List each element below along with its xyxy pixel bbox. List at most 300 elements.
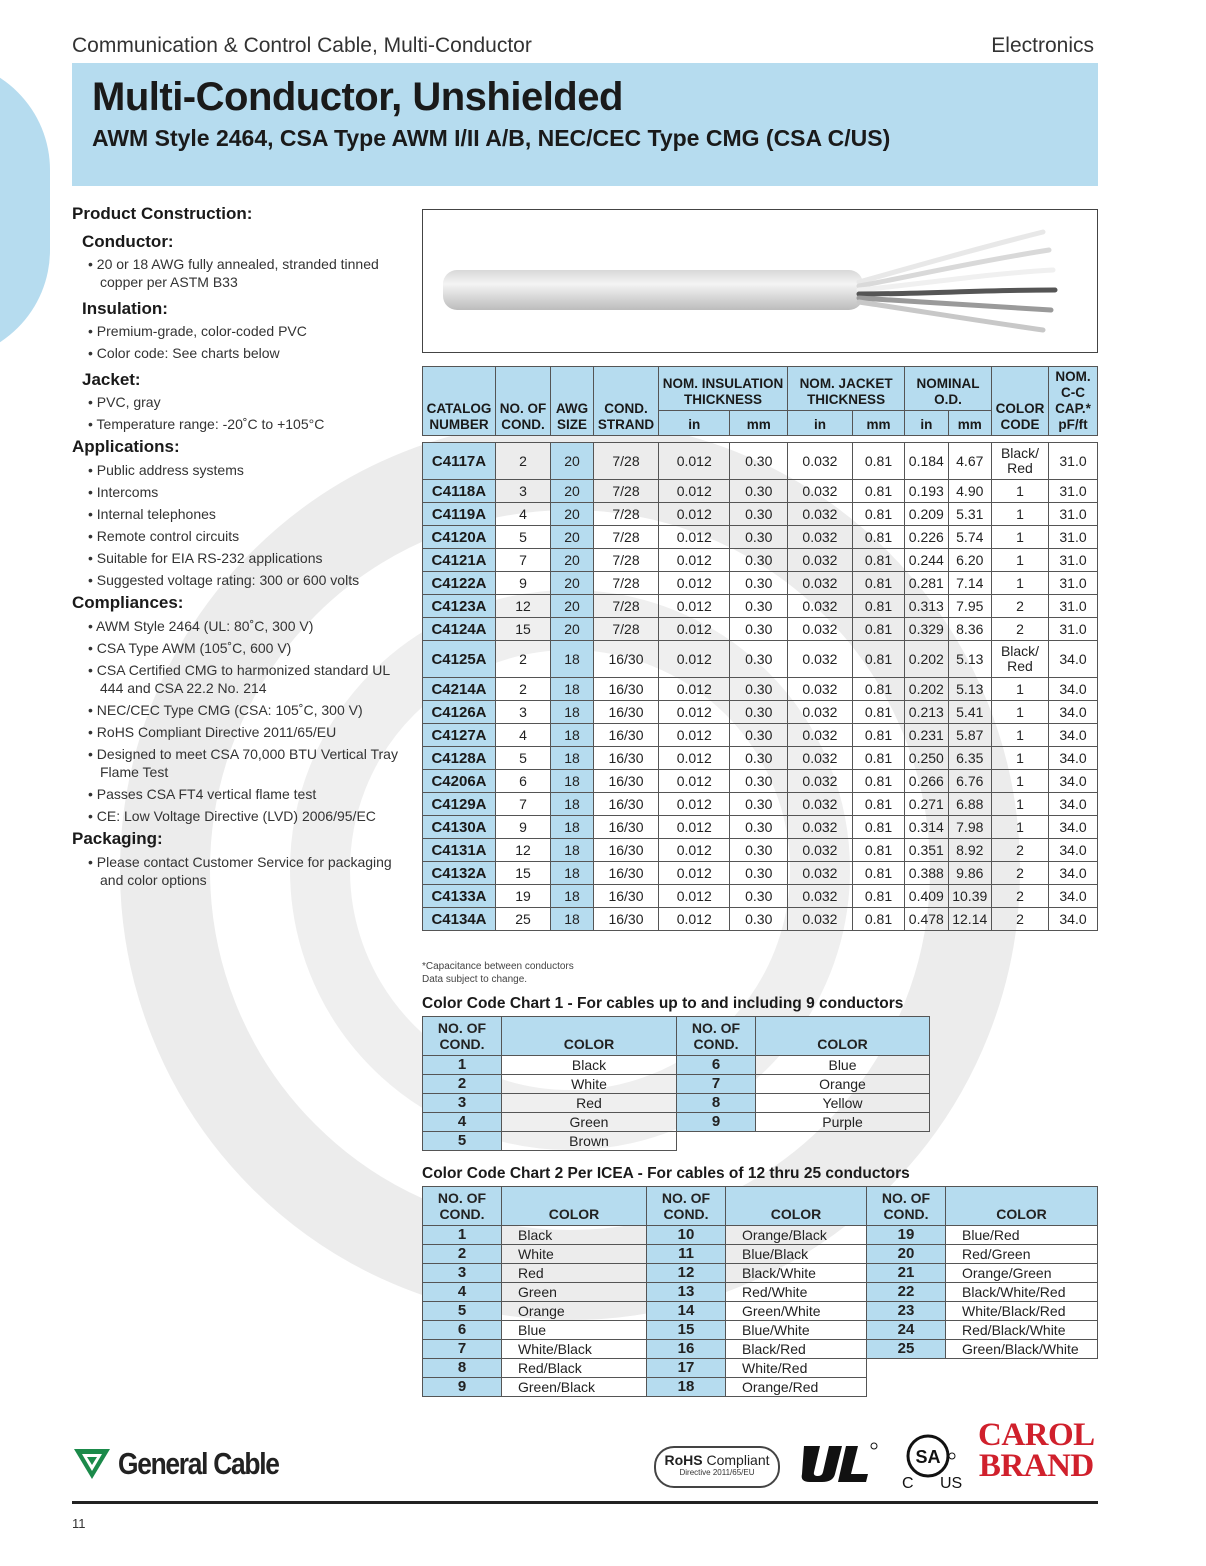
th-catalog: CATALOG NUMBER xyxy=(423,367,496,436)
list-item: • Premium-grade, color-coded PVC xyxy=(88,322,412,340)
color-chart-2 xyxy=(422,1186,1098,1397)
cell-color: 1 xyxy=(992,770,1049,793)
spacer-cell xyxy=(788,436,853,443)
cell-awg: 20 xyxy=(551,443,594,480)
table-row xyxy=(423,885,1098,908)
cell-od-in: 0.209 xyxy=(905,503,948,526)
table-row xyxy=(423,770,1098,793)
color-name: Orange/Green xyxy=(946,1264,1098,1283)
cell-jk-in: 0.032 xyxy=(788,908,853,931)
cell-ins-mm: 0.30 xyxy=(730,724,788,747)
carol-brand-logo xyxy=(978,1417,1095,1484)
cond-number: 24 xyxy=(867,1321,946,1340)
cell-jk-in: 0.032 xyxy=(788,618,853,641)
cell-ins-in: 0.012 xyxy=(659,793,730,816)
list-item: • CE: Low Voltage Directive (LVD) 2006/95/EC xyxy=(88,807,412,825)
color-name: Blue xyxy=(756,1056,930,1075)
footer-rule xyxy=(72,1501,1098,1504)
color-name xyxy=(946,1359,1098,1378)
table-row xyxy=(423,618,1098,641)
cell-ins-mm: 0.30 xyxy=(730,443,788,480)
cell-od-in: 0.313 xyxy=(905,595,948,618)
color-name: White/Black/Red xyxy=(946,1302,1098,1321)
cell-ins-in: 0.012 xyxy=(659,572,730,595)
cond-number xyxy=(867,1359,946,1378)
color-name: Blue/Red xyxy=(946,1226,1098,1245)
color-name: Orange xyxy=(502,1302,647,1321)
color-name: Orange/Black xyxy=(726,1226,867,1245)
brand-name: General Cable xyxy=(118,1446,279,1481)
cell-ins-mm: 0.30 xyxy=(730,526,788,549)
cond-number: 25 xyxy=(867,1340,946,1359)
cond-number: 6 xyxy=(677,1056,756,1075)
general-cable-chevron-icon xyxy=(72,1447,112,1481)
table-row xyxy=(423,526,1098,549)
packaging-list xyxy=(72,853,412,889)
cell-od-mm: 8.92 xyxy=(948,839,991,862)
th-jk-in: in xyxy=(788,411,853,436)
cell-color: 2 xyxy=(992,908,1049,931)
cell-ins-mm: 0.30 xyxy=(730,480,788,503)
cell-awg: 18 xyxy=(551,839,594,862)
list-item: • Temperature range: -20˚C to +105°C xyxy=(88,415,412,433)
cell-cap: 34.0 xyxy=(1049,908,1098,931)
cell-jk-in: 0.032 xyxy=(788,839,853,862)
cell-jk-in: 0.032 xyxy=(788,595,853,618)
cell-strand: 16/30 xyxy=(594,839,659,862)
color-name: White/Black xyxy=(502,1340,647,1359)
title-banner xyxy=(72,63,1098,186)
cell-ins-mm: 0.30 xyxy=(730,618,788,641)
cell-od-in: 0.351 xyxy=(905,839,948,862)
chart1-title: Color Code Chart 1 - For cables up to and including 9 conductors xyxy=(422,995,904,1012)
cell-color: Black/ Red xyxy=(992,443,1049,480)
cell-od-mm: 6.35 xyxy=(948,747,991,770)
cell-color: 1 xyxy=(992,526,1049,549)
table-row xyxy=(423,678,1098,701)
cell-jk-in: 0.032 xyxy=(788,443,853,480)
cell-jk-in: 0.032 xyxy=(788,678,853,701)
cell-color: 1 xyxy=(992,747,1049,770)
section-label: Electronics xyxy=(991,34,1094,57)
cell-cond: 9 xyxy=(496,572,551,595)
cell-cond: 5 xyxy=(496,526,551,549)
cond-number xyxy=(677,1132,756,1151)
cell-cat: C4117A xyxy=(423,443,496,480)
cell-awg: 18 xyxy=(551,862,594,885)
chart2-title: Color Code Chart 2 Per ICEA - For cables of 12 thru 25 conductors xyxy=(422,1165,910,1182)
table-row xyxy=(423,1359,1098,1378)
rohs-label: RoHS xyxy=(664,1452,703,1468)
c1-h-color-b: COLOR xyxy=(756,1017,930,1056)
spacer-cell xyxy=(948,436,991,443)
list-item: • Please contact Customer Service for packaging and color options xyxy=(88,853,412,889)
general-cable-logo xyxy=(72,1446,307,1482)
cell-od-in: 0.250 xyxy=(905,747,948,770)
cell-strand: 7/28 xyxy=(594,480,659,503)
spacer-cell xyxy=(852,436,904,443)
color-name: Brown xyxy=(502,1132,677,1151)
chart1-rows xyxy=(423,1056,930,1151)
applications-list xyxy=(72,461,412,589)
cell-cond: 6 xyxy=(496,770,551,793)
cell-cond: 9 xyxy=(496,816,551,839)
rohs-compliant: Compliant xyxy=(706,1452,770,1468)
cell-jk-in: 0.032 xyxy=(788,885,853,908)
cell-cat: C4130A xyxy=(423,816,496,839)
color-chart-1 xyxy=(422,1016,930,1151)
cell-ins-in: 0.012 xyxy=(659,678,730,701)
cell-od-mm: 7.95 xyxy=(948,595,991,618)
cell-ins-in: 0.012 xyxy=(659,618,730,641)
cell-jk-mm: 0.81 xyxy=(852,747,904,770)
th-od-in: in xyxy=(905,411,948,436)
table-row xyxy=(423,572,1098,595)
th-od: NOMINAL O.D. xyxy=(905,367,992,411)
list-item: • NEC/CEC Type CMG (CSA: 105˚C, 300 V) xyxy=(88,701,412,719)
cell-jk-mm: 0.81 xyxy=(852,618,904,641)
cell-cond: 2 xyxy=(496,443,551,480)
color-name: Green/White xyxy=(726,1302,867,1321)
cell-cap: 31.0 xyxy=(1049,526,1098,549)
cell-cap: 34.0 xyxy=(1049,885,1098,908)
spec-rows xyxy=(423,436,1098,931)
cell-ins-mm: 0.30 xyxy=(730,885,788,908)
list-item: • Designed to meet CSA 70,000 BTU Vertical Tray Flame Test xyxy=(88,745,412,781)
cell-strand: 16/30 xyxy=(594,816,659,839)
th-cap: NOM. C-C CAP.* pF/ft xyxy=(1049,367,1098,436)
color-name: Red/White xyxy=(726,1283,867,1302)
cell-ins-mm: 0.30 xyxy=(730,549,788,572)
cell-cap: 34.0 xyxy=(1049,724,1098,747)
cell-color: 1 xyxy=(992,503,1049,526)
insulation-list xyxy=(72,322,412,362)
brand-text: BRAND xyxy=(978,1448,1094,1484)
cell-od-in: 0.202 xyxy=(905,641,948,678)
csa-certified-icon xyxy=(896,1432,976,1496)
cell-cap: 34.0 xyxy=(1049,839,1098,862)
c1-h-cond-b: NO. OF COND. xyxy=(677,1017,756,1056)
cell-color: 2 xyxy=(992,885,1049,908)
table-spacer xyxy=(423,436,1098,443)
cell-color: 1 xyxy=(992,572,1049,595)
color-name xyxy=(756,1132,930,1151)
cell-cond: 5 xyxy=(496,747,551,770)
cell-ins-mm: 0.30 xyxy=(730,641,788,678)
table-row xyxy=(423,443,1098,480)
cell-cap: 31.0 xyxy=(1049,443,1098,480)
cell-ins-mm: 0.30 xyxy=(730,701,788,724)
table-row xyxy=(423,1132,930,1151)
cell-cond: 7 xyxy=(496,793,551,816)
cell-cond: 12 xyxy=(496,595,551,618)
cell-awg: 20 xyxy=(551,480,594,503)
cell-awg: 18 xyxy=(551,641,594,678)
cell-od-in: 0.213 xyxy=(905,701,948,724)
th-jk-mm: mm xyxy=(852,411,904,436)
list-item: • Intercoms xyxy=(88,483,412,501)
cell-ins-in: 0.012 xyxy=(659,480,730,503)
cell-jk-in: 0.032 xyxy=(788,816,853,839)
list-item: • Internal telephones xyxy=(88,505,412,523)
cell-cap: 34.0 xyxy=(1049,816,1098,839)
chart2-rows xyxy=(423,1226,1098,1397)
cell-color: 1 xyxy=(992,549,1049,572)
cell-jk-mm: 0.81 xyxy=(852,641,904,678)
cell-jk-mm: 0.81 xyxy=(852,549,904,572)
table-row xyxy=(423,1056,930,1075)
cell-strand: 16/30 xyxy=(594,747,659,770)
cell-awg: 18 xyxy=(551,908,594,931)
cell-od-mm: 4.67 xyxy=(948,443,991,480)
cond-number: 10 xyxy=(647,1226,726,1245)
cell-awg: 18 xyxy=(551,816,594,839)
cell-jk-mm: 0.81 xyxy=(852,908,904,931)
cell-strand: 16/30 xyxy=(594,770,659,793)
table-row xyxy=(423,1264,1098,1283)
table-row xyxy=(423,1094,930,1113)
cable-photo xyxy=(422,209,1098,353)
cell-cap: 31.0 xyxy=(1049,572,1098,595)
color-name: Black xyxy=(502,1226,647,1245)
cell-cap: 34.0 xyxy=(1049,641,1098,678)
cond-number: 7 xyxy=(677,1075,756,1094)
color-name: Green/Black xyxy=(502,1378,647,1397)
cell-od-in: 0.388 xyxy=(905,862,948,885)
cell-ins-in: 0.012 xyxy=(659,747,730,770)
cell-awg: 18 xyxy=(551,885,594,908)
cell-awg: 18 xyxy=(551,724,594,747)
cell-od-in: 0.329 xyxy=(905,618,948,641)
cond-number: 4 xyxy=(423,1283,502,1302)
cell-strand: 16/30 xyxy=(594,678,659,701)
list-item: • PVC, gray xyxy=(88,393,412,411)
csa-c-text: C xyxy=(902,1475,914,1492)
cell-cat: C4126A xyxy=(423,701,496,724)
cond-number: 3 xyxy=(423,1094,502,1113)
cell-jk-in: 0.032 xyxy=(788,549,853,572)
table-row xyxy=(423,549,1098,572)
rohs-directive: Directive 2011/65/EU xyxy=(679,1468,755,1477)
spec-table xyxy=(422,366,1098,931)
cell-cond: 12 xyxy=(496,839,551,862)
cell-cat: C4134A xyxy=(423,908,496,931)
cell-ins-mm: 0.30 xyxy=(730,816,788,839)
cell-awg: 18 xyxy=(551,678,594,701)
color-name: Orange xyxy=(756,1075,930,1094)
cell-cap: 34.0 xyxy=(1049,701,1098,724)
cell-ins-in: 0.012 xyxy=(659,526,730,549)
cond-number: 20 xyxy=(867,1245,946,1264)
cell-awg: 20 xyxy=(551,503,594,526)
cell-color: 2 xyxy=(992,595,1049,618)
cell-ins-in: 0.012 xyxy=(659,724,730,747)
cell-jk-in: 0.032 xyxy=(788,770,853,793)
cell-od-mm: 5.87 xyxy=(948,724,991,747)
cell-color: 1 xyxy=(992,793,1049,816)
cond-number: 13 xyxy=(647,1283,726,1302)
cell-awg: 18 xyxy=(551,747,594,770)
product-info xyxy=(72,204,412,893)
cell-color: Black/ Red xyxy=(992,641,1049,678)
cell-color: 1 xyxy=(992,816,1049,839)
color-name: White/Red xyxy=(726,1359,867,1378)
cell-cat: C4118A xyxy=(423,480,496,503)
cell-cap: 34.0 xyxy=(1049,747,1098,770)
cell-cond: 2 xyxy=(496,678,551,701)
cell-awg: 20 xyxy=(551,572,594,595)
table-note xyxy=(422,960,574,986)
color-name: Yellow xyxy=(756,1094,930,1113)
table-row xyxy=(423,1340,1098,1359)
list-item: • Suggested voltage rating: 300 or 600 volts xyxy=(88,571,412,589)
cond-number: 12 xyxy=(647,1264,726,1283)
cell-color: 2 xyxy=(992,839,1049,862)
cell-od-mm: 6.88 xyxy=(948,793,991,816)
category-label: Communication & Control Cable, Multi-Conductor xyxy=(72,34,532,57)
cell-cap: 31.0 xyxy=(1049,480,1098,503)
cond-number: 15 xyxy=(647,1321,726,1340)
spacer-cell xyxy=(1049,436,1098,443)
cell-od-in: 0.314 xyxy=(905,816,948,839)
color-name: Red/Black/White xyxy=(946,1321,1098,1340)
conductor-heading: Conductor: xyxy=(82,232,174,251)
cell-cap: 31.0 xyxy=(1049,503,1098,526)
cell-strand: 7/28 xyxy=(594,618,659,641)
cond-number: 9 xyxy=(677,1113,756,1132)
cable-illustration xyxy=(423,210,1097,352)
color-name: Black/White/Red xyxy=(946,1283,1098,1302)
cell-jk-in: 0.032 xyxy=(788,724,853,747)
cell-jk-mm: 0.81 xyxy=(852,816,904,839)
cell-color: 1 xyxy=(992,701,1049,724)
cell-jk-in: 0.032 xyxy=(788,747,853,770)
cell-strand: 16/30 xyxy=(594,862,659,885)
cell-jk-mm: 0.81 xyxy=(852,678,904,701)
cell-jk-mm: 0.81 xyxy=(852,724,904,747)
cell-od-mm: 5.13 xyxy=(948,678,991,701)
cond-number: 7 xyxy=(423,1340,502,1359)
table-row xyxy=(423,839,1098,862)
cell-ins-mm: 0.30 xyxy=(730,793,788,816)
table-row xyxy=(423,1113,930,1132)
cond-number: 1 xyxy=(423,1056,502,1075)
cond-number: 9 xyxy=(423,1378,502,1397)
cell-cond: 4 xyxy=(496,724,551,747)
cell-ins-in: 0.012 xyxy=(659,701,730,724)
cell-jk-in: 0.032 xyxy=(788,572,853,595)
cell-strand: 7/28 xyxy=(594,526,659,549)
cell-cond: 15 xyxy=(496,862,551,885)
cell-cat: C4131A xyxy=(423,839,496,862)
spacer-cell xyxy=(496,436,551,443)
cell-cap: 31.0 xyxy=(1049,595,1098,618)
page-subtitle: AWM Style 2464, CSA Type AWM I/II A/B, NEC/CEC Type CMG (CSA C/US) xyxy=(92,125,891,151)
list-item: • Passes CSA FT4 vertical flame test xyxy=(88,785,412,803)
cell-ins-in: 0.012 xyxy=(659,549,730,572)
cell-jk-mm: 0.81 xyxy=(852,770,904,793)
cell-cap: 34.0 xyxy=(1049,770,1098,793)
table-row xyxy=(423,480,1098,503)
list-item: • CSA Certified CMG to harmonized standard UL 444 and CSA 22.2 No. 214 xyxy=(88,661,412,697)
c2-h-color-a: COLOR xyxy=(502,1187,647,1226)
cond-number: 6 xyxy=(423,1321,502,1340)
color-name: Blue xyxy=(502,1321,647,1340)
table-row xyxy=(423,724,1098,747)
cond-number: 5 xyxy=(423,1132,502,1151)
color-name: Red/Black xyxy=(502,1359,647,1378)
cell-cat: C4122A xyxy=(423,572,496,595)
cell-cond: 2 xyxy=(496,641,551,678)
cell-ins-in: 0.012 xyxy=(659,908,730,931)
color-name: Blue/Black xyxy=(726,1245,867,1264)
spacer-cell xyxy=(905,436,948,443)
cell-ins-mm: 0.30 xyxy=(730,572,788,595)
cell-od-mm: 9.86 xyxy=(948,862,991,885)
cell-cat: C4124A xyxy=(423,618,496,641)
cell-strand: 16/30 xyxy=(594,701,659,724)
cell-cap: 34.0 xyxy=(1049,793,1098,816)
carol-text: CAROL xyxy=(978,1417,1095,1453)
cell-od-in: 0.409 xyxy=(905,885,948,908)
cell-jk-in: 0.032 xyxy=(788,701,853,724)
cell-cat: C4128A xyxy=(423,747,496,770)
color-name: Red/Green xyxy=(946,1245,1098,1264)
cell-cat: C4125A xyxy=(423,641,496,678)
cell-strand: 16/30 xyxy=(594,793,659,816)
table-row xyxy=(423,862,1098,885)
cell-awg: 18 xyxy=(551,793,594,816)
cell-ins-in: 0.012 xyxy=(659,816,730,839)
cell-jk-in: 0.032 xyxy=(788,793,853,816)
th-jacket: NOM. JACKET THICKNESS xyxy=(788,367,905,411)
c2-h-color-c: COLOR xyxy=(946,1187,1098,1226)
cell-jk-mm: 0.81 xyxy=(852,526,904,549)
cell-strand: 16/30 xyxy=(594,908,659,931)
cell-color: 2 xyxy=(992,862,1049,885)
cond-number xyxy=(867,1378,946,1397)
cell-awg: 20 xyxy=(551,526,594,549)
cell-strand: 7/28 xyxy=(594,503,659,526)
list-item: • 20 or 18 AWG fully annealed, stranded tinned copper per ASTM B33 xyxy=(88,255,412,291)
table-row xyxy=(423,1283,1098,1302)
th-strand: COND. STRAND xyxy=(594,367,659,436)
list-item: • Color code: See charts below xyxy=(88,344,412,362)
color-name: Black xyxy=(502,1056,677,1075)
cell-cat: C4123A xyxy=(423,595,496,618)
cond-number: 2 xyxy=(423,1245,502,1264)
cell-od-in: 0.266 xyxy=(905,770,948,793)
spacer-cell xyxy=(423,436,496,443)
cell-awg: 20 xyxy=(551,618,594,641)
cell-cond: 25 xyxy=(496,908,551,931)
cell-jk-mm: 0.81 xyxy=(852,701,904,724)
cell-ins-in: 0.012 xyxy=(659,641,730,678)
cell-cap: 31.0 xyxy=(1049,618,1098,641)
color-name: Red xyxy=(502,1094,677,1113)
cell-ins-mm: 0.30 xyxy=(730,503,788,526)
side-tab xyxy=(0,60,50,360)
cell-strand: 7/28 xyxy=(594,595,659,618)
cond-number: 23 xyxy=(867,1302,946,1321)
c2-h-color-b: COLOR xyxy=(726,1187,867,1226)
cond-number: 19 xyxy=(867,1226,946,1245)
cond-number: 21 xyxy=(867,1264,946,1283)
cell-od-mm: 8.36 xyxy=(948,618,991,641)
table-row xyxy=(423,1378,1098,1397)
list-item: • RoHS Compliant Directive 2011/65/EU xyxy=(88,723,412,741)
cell-cond: 19 xyxy=(496,885,551,908)
